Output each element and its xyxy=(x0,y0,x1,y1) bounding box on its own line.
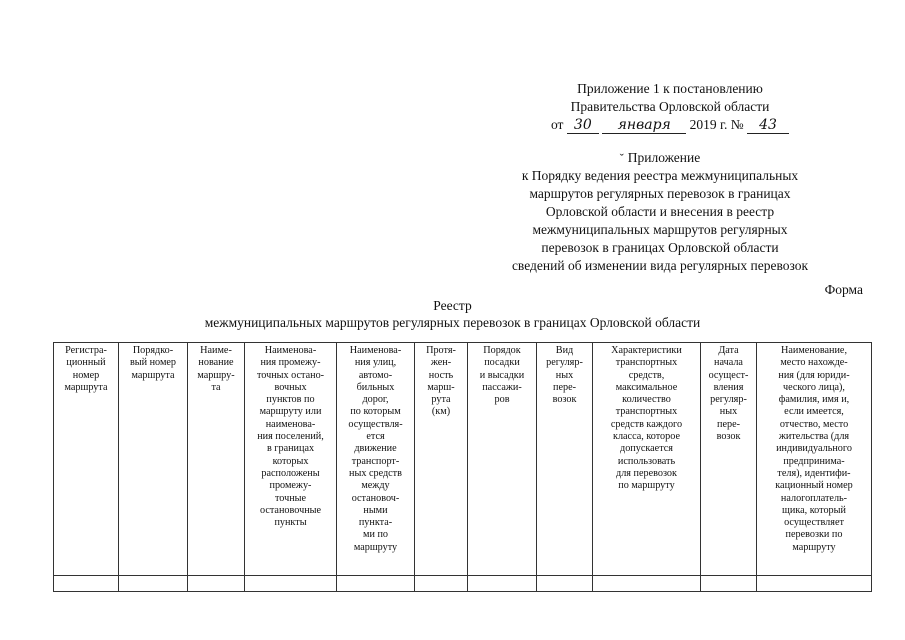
appendix-1-line2: Правительства Орловской области xyxy=(570,99,770,114)
appendix-2-block xyxy=(500,149,820,275)
table-cell xyxy=(701,576,757,592)
column-header xyxy=(415,343,468,576)
column-header-text: Характеристики транспортных средств, максимальное количество транспортных средств каждого класса, которое допускается использовать для перевозок по маршруту xyxy=(610,345,683,492)
appendix-2-line: к Порядку ведения реестра межмуниципальных xyxy=(521,168,799,183)
table-cell xyxy=(415,576,468,592)
appendix-2-line: межмуниципальных маршрутов регулярных xyxy=(532,222,788,237)
registry-title-line2: межмуниципальных маршрутов регулярных перевозок в границах Орловской области xyxy=(204,315,701,330)
appendix-2-heading-text: Приложение xyxy=(627,150,701,165)
column-header-text: Наименование, место нахожде- ния (для юриди- ческого лица), фамилия, имя и, если имеется, отчество, место жительства (для индивидуального предпринима- теля), идентифи- кационный номер налогоплатель- щика, который осуществляет перевозки по маршруту xyxy=(775,345,853,553)
column-header-text: Порядок посадки и высадки пассажи- ров xyxy=(479,345,525,406)
column-header xyxy=(701,343,757,576)
table-header-row xyxy=(54,343,872,576)
column-header xyxy=(593,343,701,576)
date-year: 2019 г. № xyxy=(689,117,744,132)
appendix-2-line: Орловской области и внесения в реестр xyxy=(545,204,775,219)
appendix-1-date-line xyxy=(510,116,830,134)
column-header-text: Наименова- ния промежу- точных остано- вочных пунктов по маршруту или наименова- ния поселений, в границах которых расположены промежу- точные остановочные пункты xyxy=(256,345,325,529)
appendix-2-line: маршрутов регулярных перевозок в границах xyxy=(529,186,791,201)
table-cell xyxy=(54,576,119,592)
table-cell xyxy=(537,576,593,592)
column-header-text: Порядко- вый номер маршрута xyxy=(129,345,177,381)
appendix-2-heading xyxy=(500,149,820,167)
appendix-2-line: сведений об изменении вида регулярных перевозок xyxy=(511,258,809,273)
table-row xyxy=(54,576,872,592)
registry-table xyxy=(53,342,872,592)
column-header-text: Наименова- ния улиц, автомо- бильных дорог, по которым осуществля- ется движение транспорт- ных средств между остановоч- ными пункта- ми по маршруту xyxy=(348,345,403,553)
column-header xyxy=(537,343,593,576)
column-header xyxy=(468,343,537,576)
handwritten-number: 43 xyxy=(747,118,789,134)
column-header xyxy=(337,343,415,576)
table-cell xyxy=(188,576,245,592)
table-cell xyxy=(593,576,701,592)
table-cell xyxy=(468,576,537,592)
column-header-text: Дата начала осущест- вления регуляр- ных пере- возок xyxy=(708,345,749,443)
column-header xyxy=(757,343,872,576)
handwritten-month: января xyxy=(602,118,686,134)
form-label: Форма xyxy=(824,282,863,297)
scan-mark-icon: ˇ xyxy=(619,151,624,165)
table-cell xyxy=(119,576,188,592)
column-header xyxy=(245,343,337,576)
appendix-2-line: перевозок в границах Орловской области xyxy=(541,240,779,255)
table-cell xyxy=(245,576,337,592)
table-cell xyxy=(337,576,415,592)
table-cell xyxy=(757,576,872,592)
appendix-1-line1: Приложение 1 к постановлению xyxy=(577,81,763,96)
column-header xyxy=(119,343,188,576)
column-header-text: Наиме- нование маршру- та xyxy=(197,345,235,393)
column-header-text: Протя- жен- ность марш- рута (км) xyxy=(426,345,456,418)
handwritten-day: 30 xyxy=(567,118,599,134)
column-header xyxy=(54,343,119,576)
registry-title-line1: Реестр xyxy=(433,298,472,313)
column-header-text: Регистра- ционный номер маршрута xyxy=(64,345,108,393)
registry-title xyxy=(0,297,905,331)
appendix-1-block xyxy=(510,80,830,134)
column-header-text: Вид регуляр- ных пере- возок xyxy=(546,345,583,406)
column-header xyxy=(188,343,245,576)
date-prefix: от xyxy=(550,117,564,132)
